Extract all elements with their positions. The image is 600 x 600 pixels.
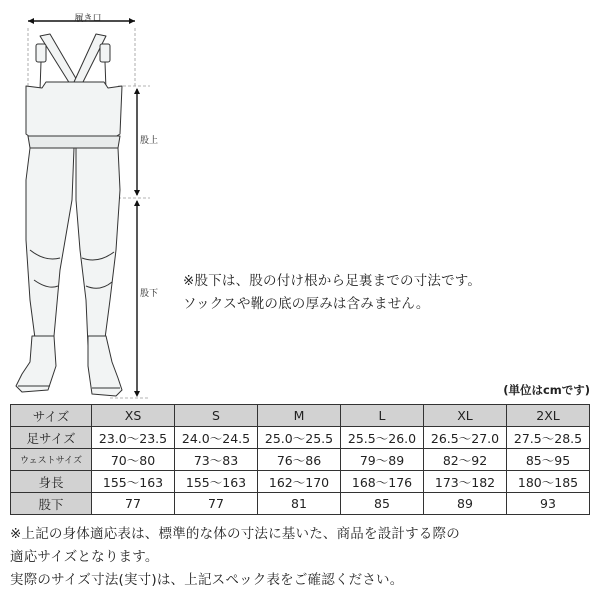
size-header-row	[11, 405, 590, 427]
footer-note-line-2: 適応サイズとなります。	[10, 549, 159, 565]
table-cell: 89	[424, 493, 507, 515]
unit-note: (単位はcmです)	[503, 383, 590, 397]
right-boot	[88, 336, 122, 396]
wader-garment	[16, 34, 122, 396]
size-xs: XS	[92, 405, 175, 427]
table-cell: 82〜92	[424, 449, 507, 471]
table-cell: 173〜182	[424, 471, 507, 493]
top-opening-label: 履き口	[74, 14, 102, 24]
chest-panel	[26, 82, 122, 140]
size-2xl: 2XL	[507, 405, 590, 427]
size-table	[10, 404, 590, 515]
inseam-note-line-2: ソックスや靴の底の厚みは含みません。	[183, 296, 430, 312]
table-cell: 180〜185	[507, 471, 590, 493]
table-cell: 24.0〜24.5	[175, 427, 258, 449]
footer-note-line-1: ※上記の身体適応表は、標準的な体の寸法に基いた、商品を設計する際の	[10, 526, 460, 542]
table-cell: 81	[258, 493, 341, 515]
inseam-row-label: 股下	[11, 493, 92, 515]
height-row	[11, 471, 590, 493]
size-s: S	[175, 405, 258, 427]
footer-note-line-3: 実際のサイズ寸法(実寸)は、上記スペック表をご確認ください。	[10, 572, 404, 588]
waist-size-row	[11, 449, 590, 471]
table-cell: 73〜83	[175, 449, 258, 471]
right-strap-buckle	[100, 44, 110, 62]
table-cell: 162〜170	[258, 471, 341, 493]
table-cell: 27.5〜28.5	[507, 427, 590, 449]
waist-size-label: ウェストサイズ	[11, 449, 92, 471]
height-label: 身長	[11, 471, 92, 493]
waist-belt	[28, 136, 120, 148]
left-strap-buckle	[36, 44, 46, 62]
foot-size-label: 足サイズ	[11, 427, 92, 449]
foot-size-row	[11, 427, 590, 449]
table-cell: 76〜86	[258, 449, 341, 471]
size-l: L	[341, 405, 424, 427]
table-cell: 155〜163	[92, 471, 175, 493]
inseam-note-line-1: ※股下は、股の付け根から足裏までの寸法です。	[183, 273, 482, 289]
table-cell: 93	[507, 493, 590, 515]
table-cell: 85〜95	[507, 449, 590, 471]
left-boot	[16, 336, 56, 392]
inseam-row	[11, 493, 590, 515]
table-cell: 85	[341, 493, 424, 515]
table-cell: 26.5〜27.0	[424, 427, 507, 449]
table-cell: 79〜89	[341, 449, 424, 471]
table-cell: 70〜80	[92, 449, 175, 471]
table-cell: 25.5〜26.0	[341, 427, 424, 449]
table-cell: 23.0〜23.5	[92, 427, 175, 449]
table-cell: 77	[92, 493, 175, 515]
footer-note	[10, 523, 460, 592]
rise-label: 股上	[140, 136, 159, 146]
left-leg	[26, 148, 74, 346]
table-cell: 168〜176	[341, 471, 424, 493]
size-xl: XL	[424, 405, 507, 427]
size-header-label: サイズ	[11, 405, 92, 427]
table-cell: 77	[175, 493, 258, 515]
table-cell: 155〜163	[175, 471, 258, 493]
inseam-label: 股下	[140, 289, 159, 299]
table-cell: 25.0〜25.5	[258, 427, 341, 449]
size-m: M	[258, 405, 341, 427]
inseam-note	[183, 270, 481, 316]
right-leg	[76, 148, 120, 346]
